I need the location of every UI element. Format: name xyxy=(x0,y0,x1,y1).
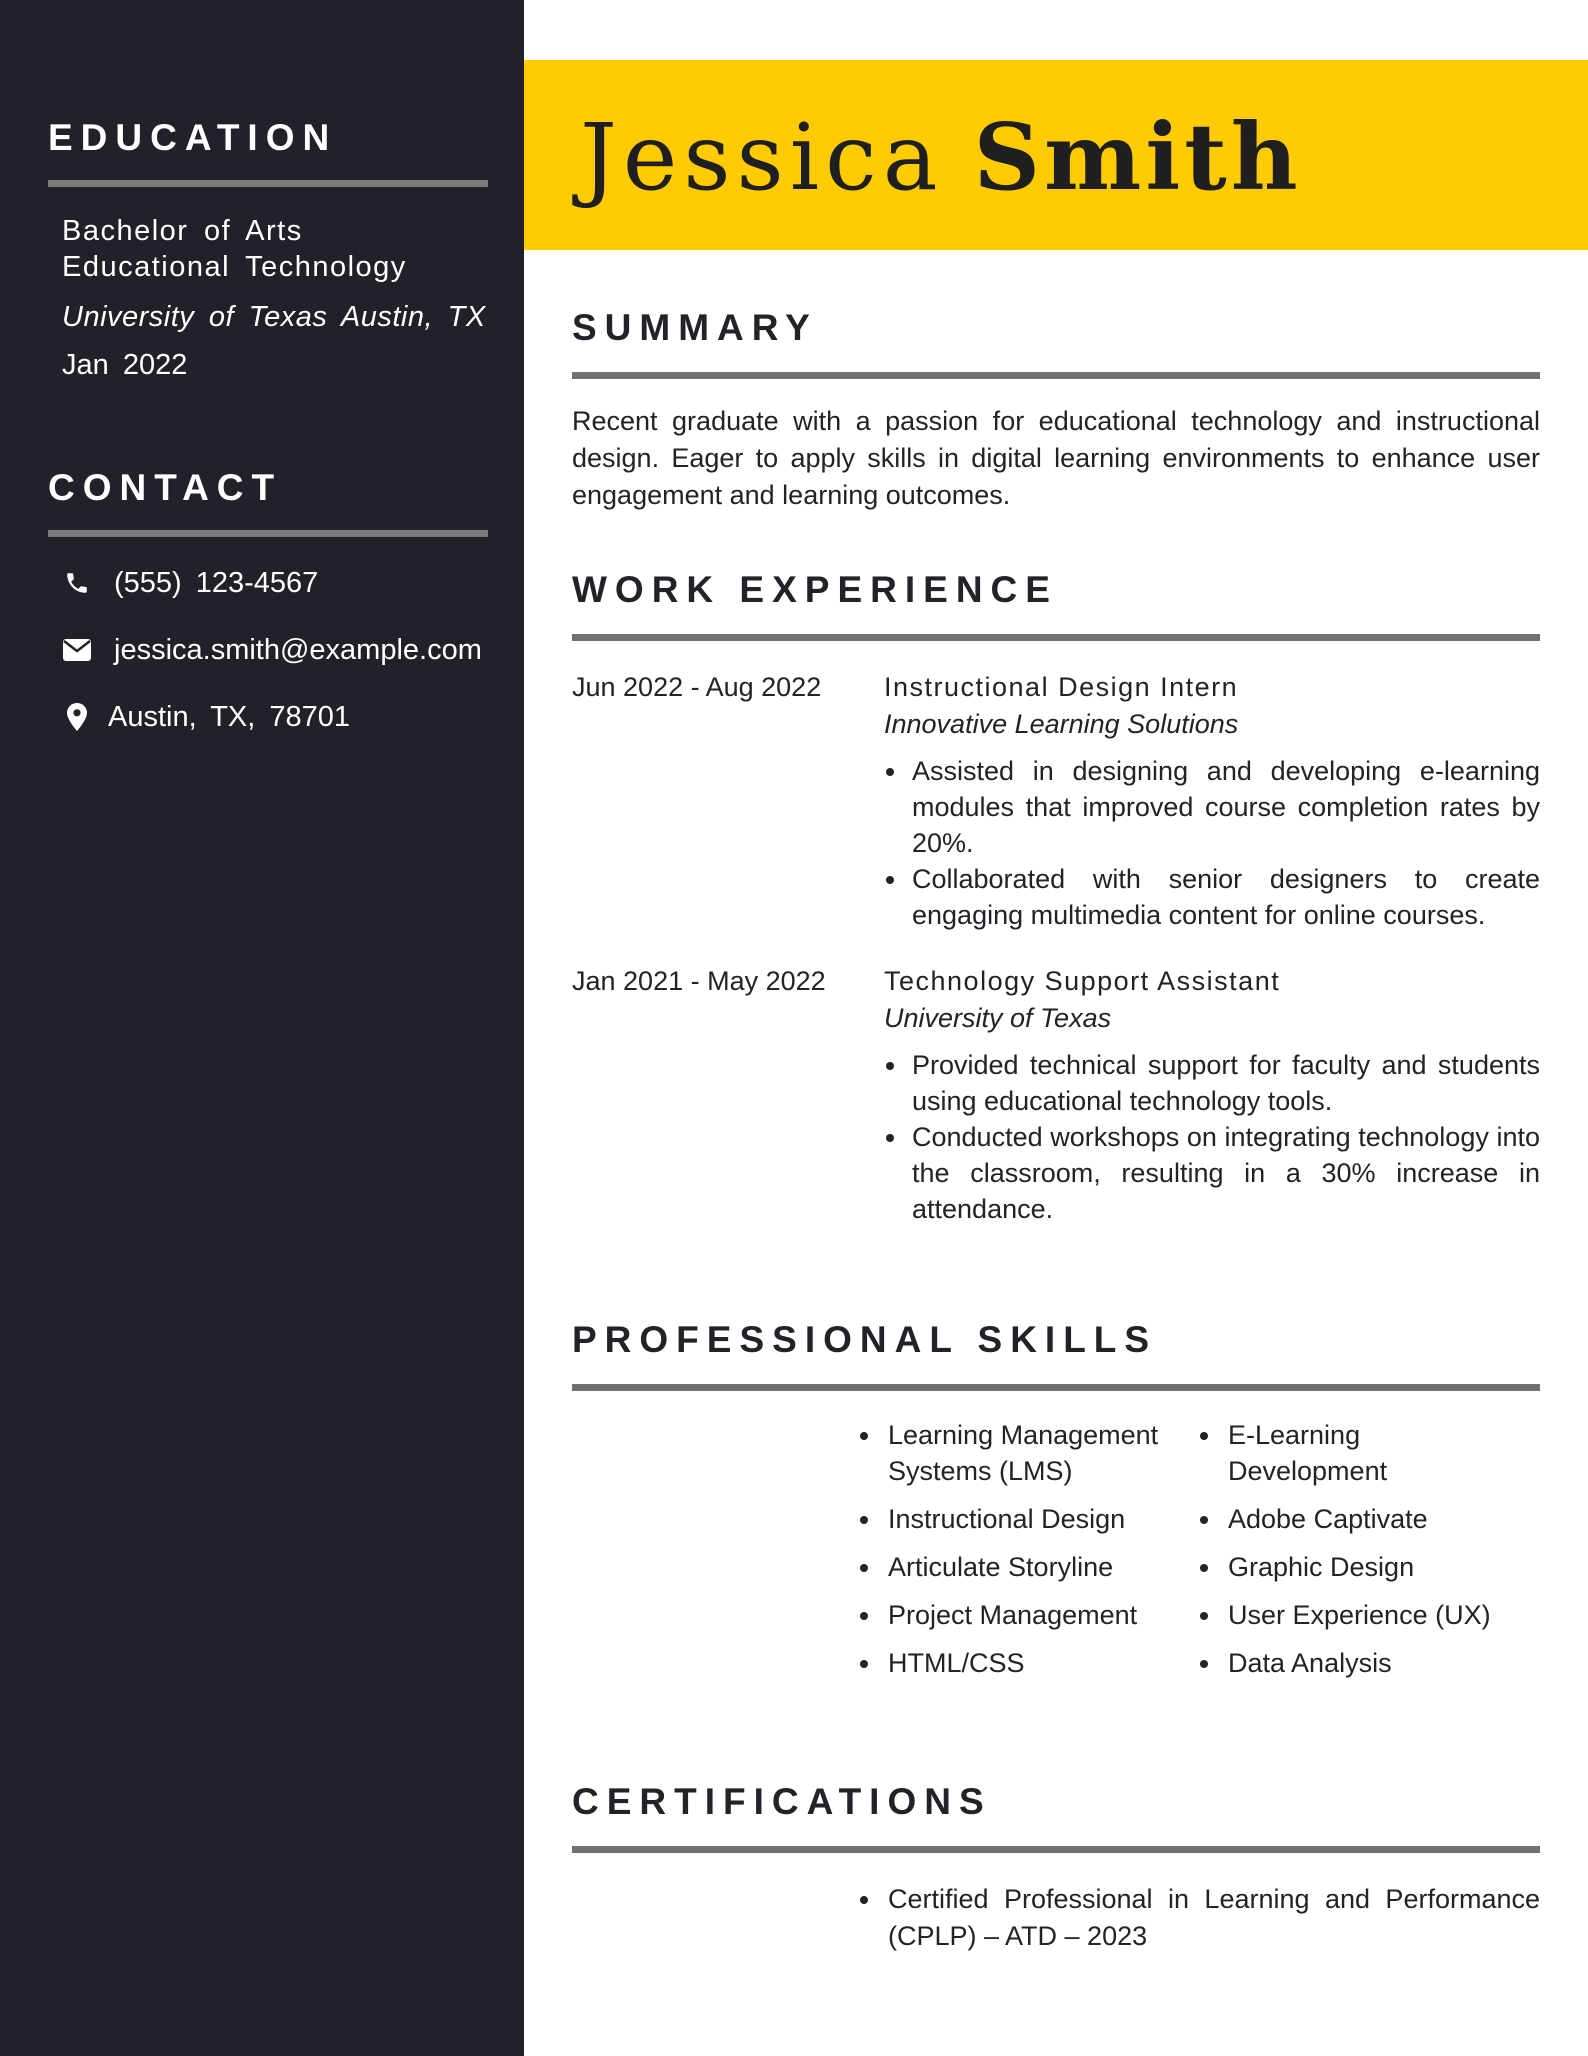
skill-item: E-Learning Development xyxy=(1196,1417,1396,1489)
job-entry xyxy=(572,669,1540,933)
phone-number: (555) 123-4567 xyxy=(114,566,319,599)
job-bullet: Conducted workshops on integrating technology into the classroom, resulting in a 30% increase in attendance. xyxy=(884,1119,1540,1227)
job-bullet: Assisted in designing and developing e-learning modules that improved course completion rates by 20%. xyxy=(884,753,1540,861)
certifications-section xyxy=(572,1780,1540,1955)
certifications-heading: CERTIFICATIONS xyxy=(572,1781,992,1822)
work-experience-divider xyxy=(572,634,1540,641)
job-dates: Jun 2022 - Aug 2022 xyxy=(572,672,822,702)
email-icon xyxy=(62,635,92,665)
education-divider xyxy=(48,180,488,187)
certifications-divider xyxy=(572,1846,1540,1853)
job-company: University of Texas xyxy=(884,1003,1112,1033)
certification-item: Certified Professional in Learning and Performance (CPLP) – ATD – 2023 xyxy=(856,1881,1540,1955)
skills-heading: PROFESSIONAL SKILLS xyxy=(572,1319,1158,1360)
work-experience-heading: WORK EXPERIENCE xyxy=(572,569,1058,610)
skill-item: Graphic Design xyxy=(1196,1549,1536,1585)
contact-section xyxy=(48,466,488,766)
skill-item: Articulate Storyline xyxy=(856,1549,1196,1585)
job-bullets xyxy=(884,1047,1540,1227)
contact-location xyxy=(48,699,488,735)
skill-item: Instructional Design xyxy=(856,1501,1196,1537)
contact-email[interactable] xyxy=(48,632,488,668)
name-banner xyxy=(524,60,1588,250)
phone-icon xyxy=(62,568,92,598)
job-title: Instructional Design Intern xyxy=(884,672,1239,702)
skill-item: User Experience (UX) xyxy=(1196,1597,1536,1633)
degree-major: Educational Technology xyxy=(62,251,407,283)
job-dates: Jan 2021 - May 2022 xyxy=(572,966,826,996)
skill-item: HTML/CSS xyxy=(856,1645,1196,1681)
skills-divider xyxy=(572,1384,1540,1391)
education-section xyxy=(48,116,488,383)
sidebar xyxy=(0,0,524,2056)
skill-item: Adobe Captivate xyxy=(1196,1501,1536,1537)
location-pin-icon xyxy=(62,702,92,732)
job-bullet: Provided technical support for faculty and students using educational technology tools. xyxy=(884,1047,1540,1119)
certifications-list xyxy=(856,1881,1540,1955)
summary-heading: SUMMARY xyxy=(572,307,818,348)
summary-divider xyxy=(572,372,1540,379)
location-text: Austin, TX, 78701 xyxy=(108,700,351,733)
work-experience-section xyxy=(572,568,1540,1227)
skills-column-left xyxy=(856,1417,1196,1693)
skills-section xyxy=(572,1318,1540,1693)
job-title: Technology Support Assistant xyxy=(884,966,1281,996)
contact-divider xyxy=(48,530,488,537)
email-address: jessica.smith@example.com xyxy=(114,633,482,666)
job-company: Innovative Learning Solutions xyxy=(884,709,1239,739)
skill-item: Project Management xyxy=(856,1597,1196,1633)
full-name xyxy=(580,102,1302,213)
contact-heading: CONTACT xyxy=(48,467,283,508)
summary-section xyxy=(572,306,1540,514)
job-entry xyxy=(572,963,1540,1227)
skill-item: Learning Management Systems (LMS) xyxy=(856,1417,1196,1489)
summary-text: Recent graduate with a passion for educational technology and instructional design. Eager to apply skills in digital learning environments to enhance user engagement and learning outcomes. xyxy=(572,406,1540,510)
job-bullet: Collaborated with senior designers to create engaging multimedia content for online courses. xyxy=(884,861,1540,933)
degree-type: Bachelor of Arts xyxy=(62,215,303,247)
job-bullets xyxy=(884,753,1540,933)
skills-column-right xyxy=(1196,1417,1536,1693)
contact-phone[interactable] xyxy=(48,565,488,601)
education-date: Jan 2022 xyxy=(62,349,188,381)
skills-list xyxy=(856,1417,1540,1693)
skill-item: Data Analysis xyxy=(1196,1645,1536,1681)
education-degree xyxy=(48,213,488,285)
education-school: University of Texas Austin, TX xyxy=(62,301,486,333)
first-name: Jessica xyxy=(580,104,944,211)
last-name: Smith xyxy=(973,103,1302,211)
education-heading: EDUCATION xyxy=(48,117,338,158)
